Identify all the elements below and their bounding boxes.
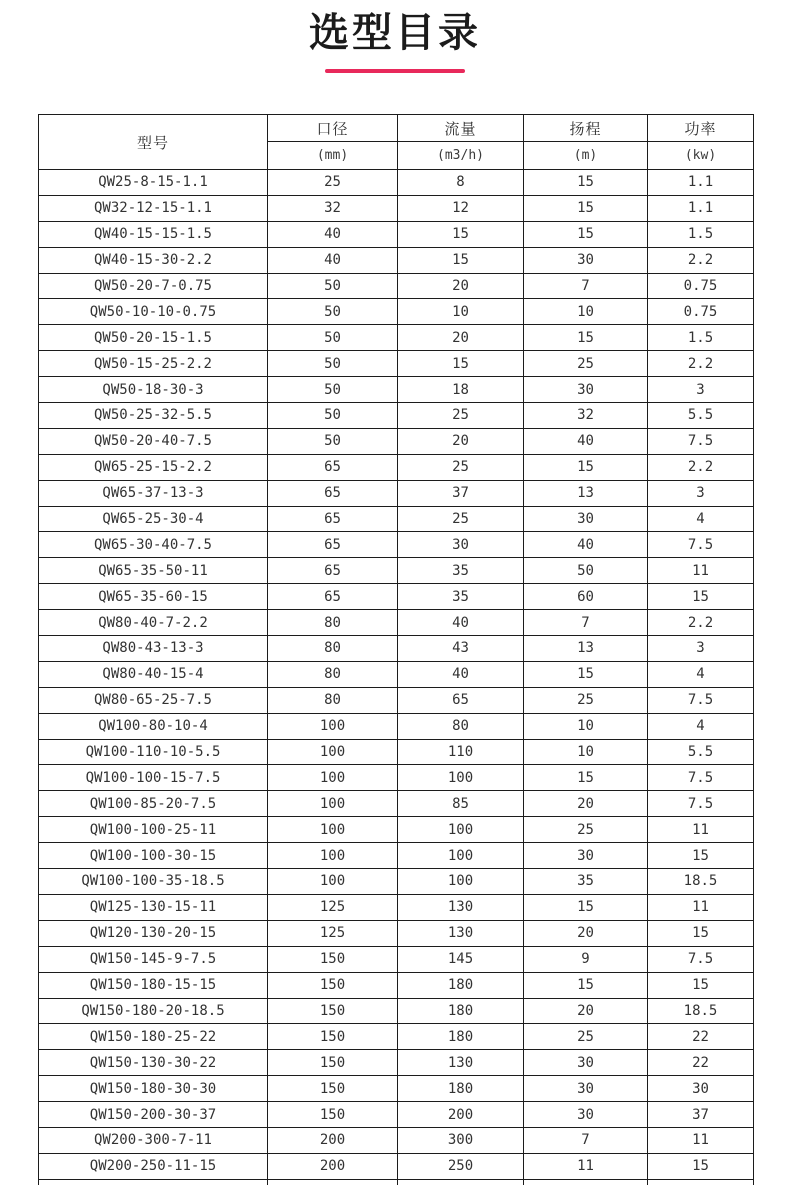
cell-diameter: 150 (268, 972, 398, 998)
cell-model: QW40-15-30-2.2 (39, 247, 268, 273)
cell-power: 3 (648, 480, 754, 506)
cell-model: QW80-40-15-4 (39, 661, 268, 687)
cell-power: 4 (648, 506, 754, 532)
column-unit-diameter: (mm) (268, 142, 398, 170)
cell-model: QW32-12-15-1.1 (39, 195, 268, 221)
cell-diameter: 200 (268, 1127, 398, 1153)
cell-diameter: 65 (268, 454, 398, 480)
cell-power: 2.2 (648, 351, 754, 377)
cell-diameter: 40 (268, 247, 398, 273)
cell-model: QW150-145-9-7.5 (39, 946, 268, 972)
table-row (39, 998, 754, 1024)
cell-power: 11 (648, 894, 754, 920)
cell-diameter: 25 (268, 170, 398, 196)
cell-diameter: 65 (268, 532, 398, 558)
table-row (39, 480, 754, 506)
cell-model: QW100-100-25-11 (39, 817, 268, 843)
table-row (39, 791, 754, 817)
cell-flow: 130 (398, 920, 524, 946)
cell-power: 15 (648, 843, 754, 869)
cell-flow: 65 (398, 687, 524, 713)
cell-flow: 200 (398, 1102, 524, 1128)
cell-model: QW40-15-15-1.5 (39, 221, 268, 247)
cell-model: QW100-100-15-7.5 (39, 765, 268, 791)
cell-flow: 180 (398, 1076, 524, 1102)
cell-head: 13 (524, 636, 648, 662)
cell-head: 15 (524, 195, 648, 221)
cell-flow (398, 1179, 524, 1185)
table-row (39, 946, 754, 972)
cell-diameter (268, 1179, 398, 1185)
cell-model: QW25-8-15-1.1 (39, 170, 268, 196)
cell-head: 25 (524, 817, 648, 843)
cell-diameter: 65 (268, 584, 398, 610)
cell-flow: 100 (398, 765, 524, 791)
cell-flow: 100 (398, 843, 524, 869)
cell-flow: 15 (398, 351, 524, 377)
title-underline (325, 69, 465, 73)
cell-model: QW120-130-20-15 (39, 920, 268, 946)
cell-head: 10 (524, 299, 648, 325)
column-header-head: 扬程 (524, 115, 648, 142)
cell-model: QW50-20-40-7.5 (39, 428, 268, 454)
cell-diameter: 50 (268, 377, 398, 403)
table-row (39, 869, 754, 895)
cell-head: 60 (524, 584, 648, 610)
cell-head: 25 (524, 351, 648, 377)
cell-flow: 180 (398, 998, 524, 1024)
cell-power: 1.5 (648, 221, 754, 247)
table-row (39, 687, 754, 713)
cell-diameter: 40 (268, 221, 398, 247)
cell-diameter: 150 (268, 1076, 398, 1102)
table-row (39, 765, 754, 791)
cell-power: 15 (648, 920, 754, 946)
cell-diameter: 150 (268, 1024, 398, 1050)
cell-flow: 35 (398, 584, 524, 610)
column-unit-flow: (m3/h) (398, 142, 524, 170)
table-row (39, 713, 754, 739)
cell-head: 35 (524, 869, 648, 895)
cell-model: QW100-80-10-4 (39, 713, 268, 739)
cell-diameter: 100 (268, 869, 398, 895)
cell-model (39, 1179, 268, 1185)
table-row (39, 428, 754, 454)
cell-model: QW200-250-11-15 (39, 1153, 268, 1179)
cell-model: QW200-300-7-11 (39, 1127, 268, 1153)
cell-diameter: 150 (268, 1050, 398, 1076)
cell-model: QW50-20-7-0.75 (39, 273, 268, 299)
cell-diameter: 80 (268, 661, 398, 687)
cell-model: QW50-25-32-5.5 (39, 403, 268, 429)
cell-diameter: 80 (268, 636, 398, 662)
cell-head: 7 (524, 610, 648, 636)
cell-diameter: 32 (268, 195, 398, 221)
cell-head: 25 (524, 687, 648, 713)
cell-head: 11 (524, 1153, 648, 1179)
table-row (39, 247, 754, 273)
table-row-partial (39, 1179, 754, 1185)
cell-head: 30 (524, 506, 648, 532)
table-row (39, 972, 754, 998)
cell-head: 7 (524, 1127, 648, 1153)
cell-flow: 15 (398, 221, 524, 247)
cell-power: 11 (648, 817, 754, 843)
table-row (39, 377, 754, 403)
cell-head: 10 (524, 713, 648, 739)
cell-flow: 12 (398, 195, 524, 221)
cell-model: QW50-10-10-0.75 (39, 299, 268, 325)
cell-flow: 25 (398, 506, 524, 532)
cell-power: 3 (648, 377, 754, 403)
table-row (39, 532, 754, 558)
cell-power: 18.5 (648, 869, 754, 895)
cell-flow: 43 (398, 636, 524, 662)
column-header-power: 功率 (648, 115, 754, 142)
cell-model: QW80-43-13-3 (39, 636, 268, 662)
page-title: 选型目录 (309, 10, 481, 56)
cell-diameter: 50 (268, 273, 398, 299)
cell-head: 15 (524, 454, 648, 480)
cell-flow: 180 (398, 972, 524, 998)
cell-flow: 20 (398, 273, 524, 299)
table-row (39, 221, 754, 247)
cell-head: 15 (524, 661, 648, 687)
cell-power: 18.5 (648, 998, 754, 1024)
cell-model: QW100-100-35-18.5 (39, 869, 268, 895)
cell-head: 10 (524, 739, 648, 765)
cell-diameter: 100 (268, 739, 398, 765)
cell-head: 40 (524, 532, 648, 558)
cell-flow: 250 (398, 1153, 524, 1179)
table-row (39, 661, 754, 687)
cell-flow: 15 (398, 247, 524, 273)
cell-flow: 145 (398, 946, 524, 972)
cell-model: QW50-20-15-1.5 (39, 325, 268, 351)
cell-model: QW100-85-20-7.5 (39, 791, 268, 817)
cell-diameter: 200 (268, 1153, 398, 1179)
cell-flow: 18 (398, 377, 524, 403)
cell-flow: 40 (398, 661, 524, 687)
table-row (39, 636, 754, 662)
cell-head: 40 (524, 428, 648, 454)
column-header-model: 型号 (39, 115, 268, 170)
table-row (39, 351, 754, 377)
table-row (39, 894, 754, 920)
cell-diameter: 150 (268, 998, 398, 1024)
cell-power: 2.2 (648, 247, 754, 273)
cell-head: 30 (524, 843, 648, 869)
cell-head: 7 (524, 273, 648, 299)
table-row (39, 610, 754, 636)
cell-model: QW150-180-30-30 (39, 1076, 268, 1102)
cell-head: 20 (524, 791, 648, 817)
cell-power: 7.5 (648, 532, 754, 558)
table-row (39, 843, 754, 869)
cell-diameter: 80 (268, 610, 398, 636)
cell-power: 1.5 (648, 325, 754, 351)
cell-diameter: 80 (268, 687, 398, 713)
table-body (39, 170, 754, 1185)
cell-head: 15 (524, 972, 648, 998)
cell-head: 15 (524, 325, 648, 351)
cell-head: 30 (524, 377, 648, 403)
cell-power: 0.75 (648, 299, 754, 325)
cell-diameter: 65 (268, 480, 398, 506)
cell-flow: 35 (398, 558, 524, 584)
table-row (39, 1102, 754, 1128)
cell-diameter: 50 (268, 403, 398, 429)
header-row-names (39, 115, 754, 142)
cell-head: 32 (524, 403, 648, 429)
cell-power: 2.2 (648, 454, 754, 480)
cell-power: 7.5 (648, 791, 754, 817)
cell-diameter: 50 (268, 428, 398, 454)
table-row (39, 1024, 754, 1050)
cell-flow: 20 (398, 428, 524, 454)
table-row (39, 273, 754, 299)
table-row (39, 403, 754, 429)
cell-flow: 130 (398, 894, 524, 920)
cell-head: 30 (524, 1102, 648, 1128)
cell-flow: 10 (398, 299, 524, 325)
column-header-flow: 流量 (398, 115, 524, 142)
cell-power: 7.5 (648, 428, 754, 454)
cell-head: 20 (524, 998, 648, 1024)
cell-power: 2.2 (648, 610, 754, 636)
cell-model: QW100-110-10-5.5 (39, 739, 268, 765)
cell-power: 22 (648, 1024, 754, 1050)
column-header-diameter: 口径 (268, 115, 398, 142)
table-row (39, 195, 754, 221)
cell-power: 4 (648, 661, 754, 687)
selection-table (38, 114, 754, 1185)
cell-diameter: 100 (268, 765, 398, 791)
cell-power: 1.1 (648, 195, 754, 221)
cell-power (648, 1179, 754, 1185)
cell-model: QW150-180-15-15 (39, 972, 268, 998)
cell-power: 30 (648, 1076, 754, 1102)
cell-head (524, 1179, 648, 1185)
table-row (39, 1127, 754, 1153)
cell-flow: 8 (398, 170, 524, 196)
cell-model: QW150-200-30-37 (39, 1102, 268, 1128)
table-row (39, 299, 754, 325)
cell-flow: 40 (398, 610, 524, 636)
cell-power: 11 (648, 558, 754, 584)
table-header (39, 115, 754, 170)
cell-power: 15 (648, 584, 754, 610)
cell-diameter: 125 (268, 894, 398, 920)
table-row (39, 454, 754, 480)
cell-flow: 110 (398, 739, 524, 765)
cell-head: 25 (524, 1024, 648, 1050)
table-row (39, 817, 754, 843)
cell-head: 13 (524, 480, 648, 506)
table-row (39, 1153, 754, 1179)
cell-flow: 100 (398, 869, 524, 895)
cell-model: QW65-25-30-4 (39, 506, 268, 532)
cell-model: QW150-130-30-22 (39, 1050, 268, 1076)
cell-diameter: 100 (268, 843, 398, 869)
cell-flow: 30 (398, 532, 524, 558)
cell-power: 1.1 (648, 170, 754, 196)
cell-head: 30 (524, 1076, 648, 1102)
cell-power: 22 (648, 1050, 754, 1076)
table-row (39, 558, 754, 584)
cell-diameter: 65 (268, 558, 398, 584)
cell-head: 15 (524, 765, 648, 791)
table-row (39, 325, 754, 351)
cell-model: QW150-180-25-22 (39, 1024, 268, 1050)
cell-head: 50 (524, 558, 648, 584)
cell-flow: 180 (398, 1024, 524, 1050)
cell-model: QW50-15-25-2.2 (39, 351, 268, 377)
cell-head: 15 (524, 170, 648, 196)
cell-diameter: 65 (268, 506, 398, 532)
cell-diameter: 100 (268, 817, 398, 843)
table-row (39, 1076, 754, 1102)
cell-flow: 85 (398, 791, 524, 817)
cell-power: 11 (648, 1127, 754, 1153)
cell-model: QW80-40-7-2.2 (39, 610, 268, 636)
cell-power: 4 (648, 713, 754, 739)
table-row (39, 739, 754, 765)
table-row (39, 506, 754, 532)
cell-power: 7.5 (648, 946, 754, 972)
cell-model: QW65-25-15-2.2 (39, 454, 268, 480)
cell-flow: 300 (398, 1127, 524, 1153)
cell-power: 3 (648, 636, 754, 662)
cell-model: QW80-65-25-7.5 (39, 687, 268, 713)
cell-power: 15 (648, 972, 754, 998)
cell-model: QW65-30-40-7.5 (39, 532, 268, 558)
cell-flow: 100 (398, 817, 524, 843)
table-row (39, 1050, 754, 1076)
cell-diameter: 150 (268, 946, 398, 972)
cell-flow: 130 (398, 1050, 524, 1076)
cell-diameter: 100 (268, 713, 398, 739)
cell-model: QW65-35-60-15 (39, 584, 268, 610)
cell-flow: 37 (398, 480, 524, 506)
table-row (39, 584, 754, 610)
cell-power: 15 (648, 1153, 754, 1179)
column-unit-head: (m) (524, 142, 648, 170)
cell-head: 15 (524, 894, 648, 920)
cell-model: QW50-18-30-3 (39, 377, 268, 403)
cell-flow: 25 (398, 403, 524, 429)
cell-flow: 20 (398, 325, 524, 351)
cell-power: 7.5 (648, 765, 754, 791)
cell-model: QW65-37-13-3 (39, 480, 268, 506)
cell-model: QW150-180-20-18.5 (39, 998, 268, 1024)
cell-power: 37 (648, 1102, 754, 1128)
cell-head: 30 (524, 1050, 648, 1076)
cell-diameter: 50 (268, 351, 398, 377)
table-row (39, 920, 754, 946)
cell-power: 5.5 (648, 403, 754, 429)
cell-diameter: 50 (268, 325, 398, 351)
cell-diameter: 100 (268, 791, 398, 817)
cell-diameter: 125 (268, 920, 398, 946)
cell-power: 0.75 (648, 273, 754, 299)
cell-head: 9 (524, 946, 648, 972)
cell-head: 30 (524, 247, 648, 273)
table-row (39, 170, 754, 196)
cell-power: 7.5 (648, 687, 754, 713)
cell-flow: 25 (398, 454, 524, 480)
cell-head: 20 (524, 920, 648, 946)
cell-diameter: 150 (268, 1102, 398, 1128)
cell-head: 15 (524, 221, 648, 247)
cell-flow: 80 (398, 713, 524, 739)
cell-model: QW100-100-30-15 (39, 843, 268, 869)
cell-power: 5.5 (648, 739, 754, 765)
cell-model: QW125-130-15-11 (39, 894, 268, 920)
cell-diameter: 50 (268, 299, 398, 325)
column-unit-power: (kw) (648, 142, 754, 170)
cell-model: QW65-35-50-11 (39, 558, 268, 584)
